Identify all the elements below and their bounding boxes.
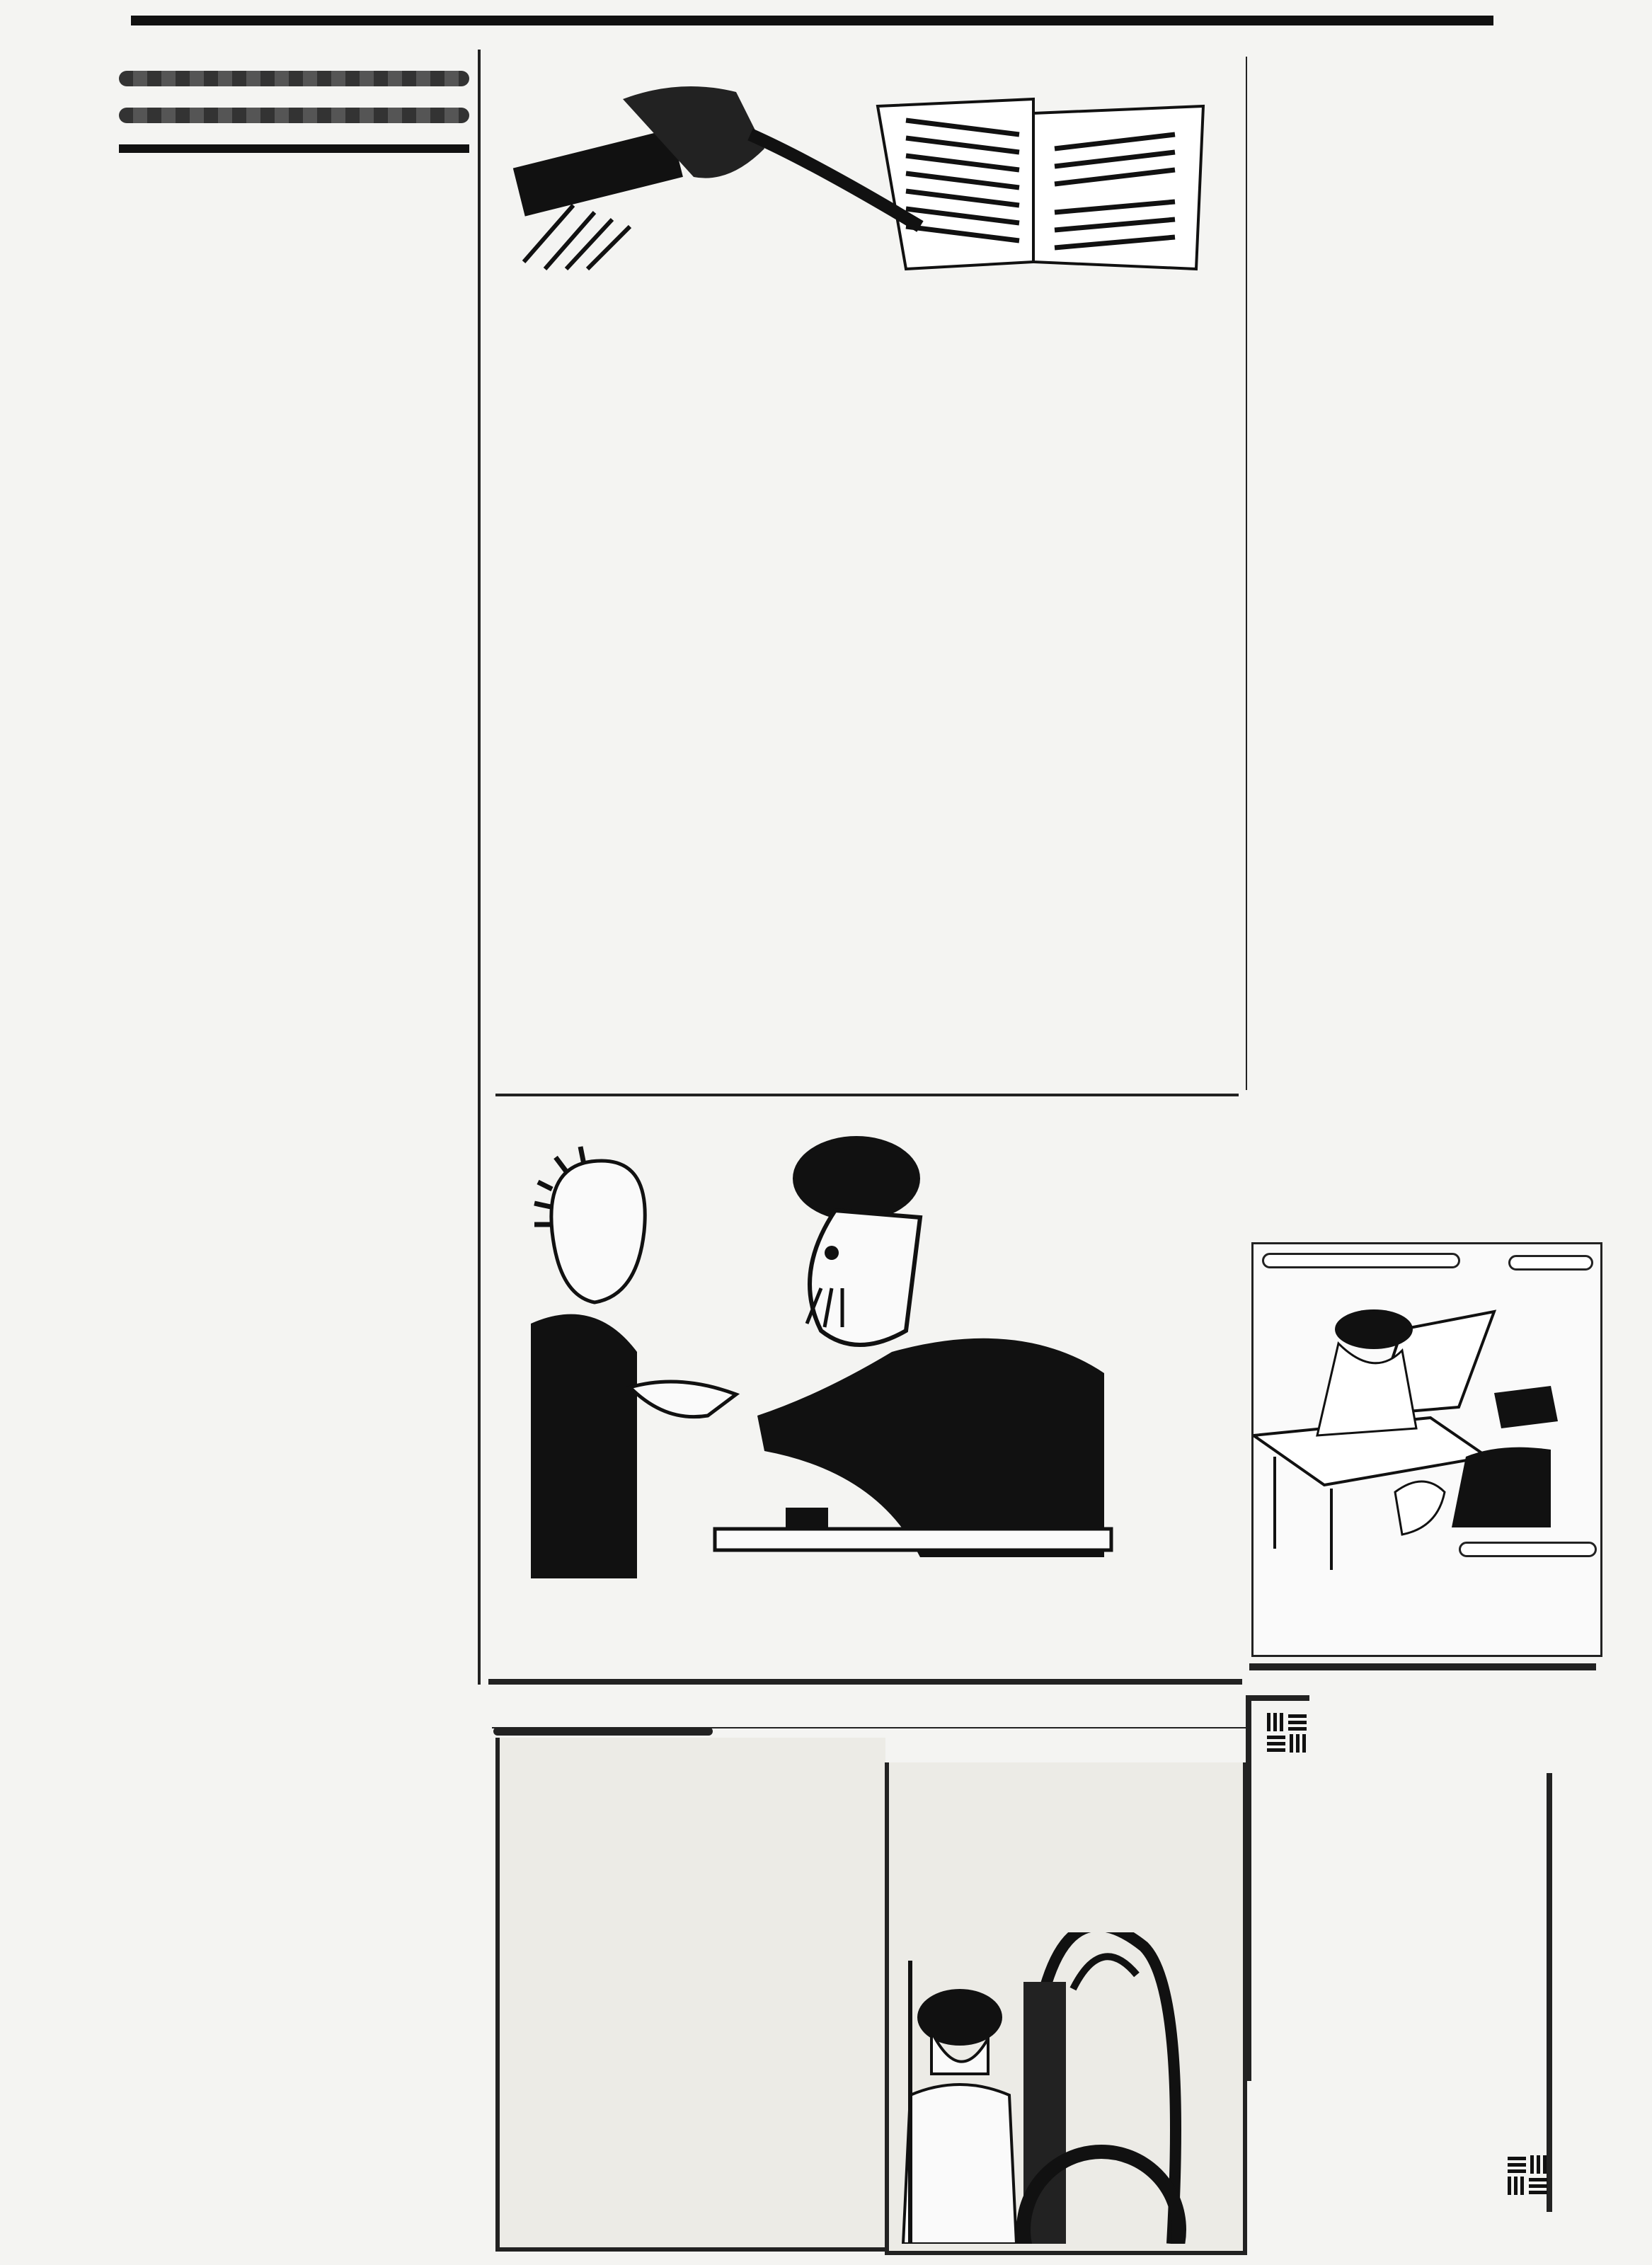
cartoon-illustration-icon <box>524 1118 1232 1628</box>
speech-bubble <box>1508 1255 1593 1271</box>
ad-top-rule <box>488 1679 1242 1685</box>
banner-illustration <box>495 50 1242 283</box>
wavy-divider <box>119 71 469 86</box>
silk-weave-icon <box>1508 2155 1547 2195</box>
ad-border <box>1547 1773 1552 2212</box>
speech-bubble <box>1459 1542 1597 1557</box>
column-rule <box>1246 57 1247 1090</box>
ad-ornament <box>493 1727 713 1736</box>
column-rule <box>478 50 481 1685</box>
hand-and-newspaper-icon <box>495 50 1242 283</box>
cartoon-top-rule <box>495 1094 1239 1096</box>
section-rule <box>1249 1663 1596 1670</box>
sawmill-illustration <box>885 1762 1247 2255</box>
column-left <box>119 50 469 153</box>
wavy-divider <box>119 108 469 123</box>
sawmill-machine-icon <box>889 1932 1236 2244</box>
sawmill-ad-text-box <box>495 1738 885 2252</box>
teacher-student-cartoon <box>524 1118 1232 1628</box>
speech-bubble <box>1262 1253 1460 1268</box>
column-rule <box>119 144 469 153</box>
silk-weave-icon <box>1267 1713 1307 1753</box>
puzzle-cartoon <box>1251 1242 1602 1657</box>
puzzle-illustration-icon <box>1254 1244 1600 1655</box>
header-rule <box>131 16 1493 25</box>
sawmill-ad-body <box>500 1738 885 1752</box>
ad-border <box>1246 1695 1309 1701</box>
